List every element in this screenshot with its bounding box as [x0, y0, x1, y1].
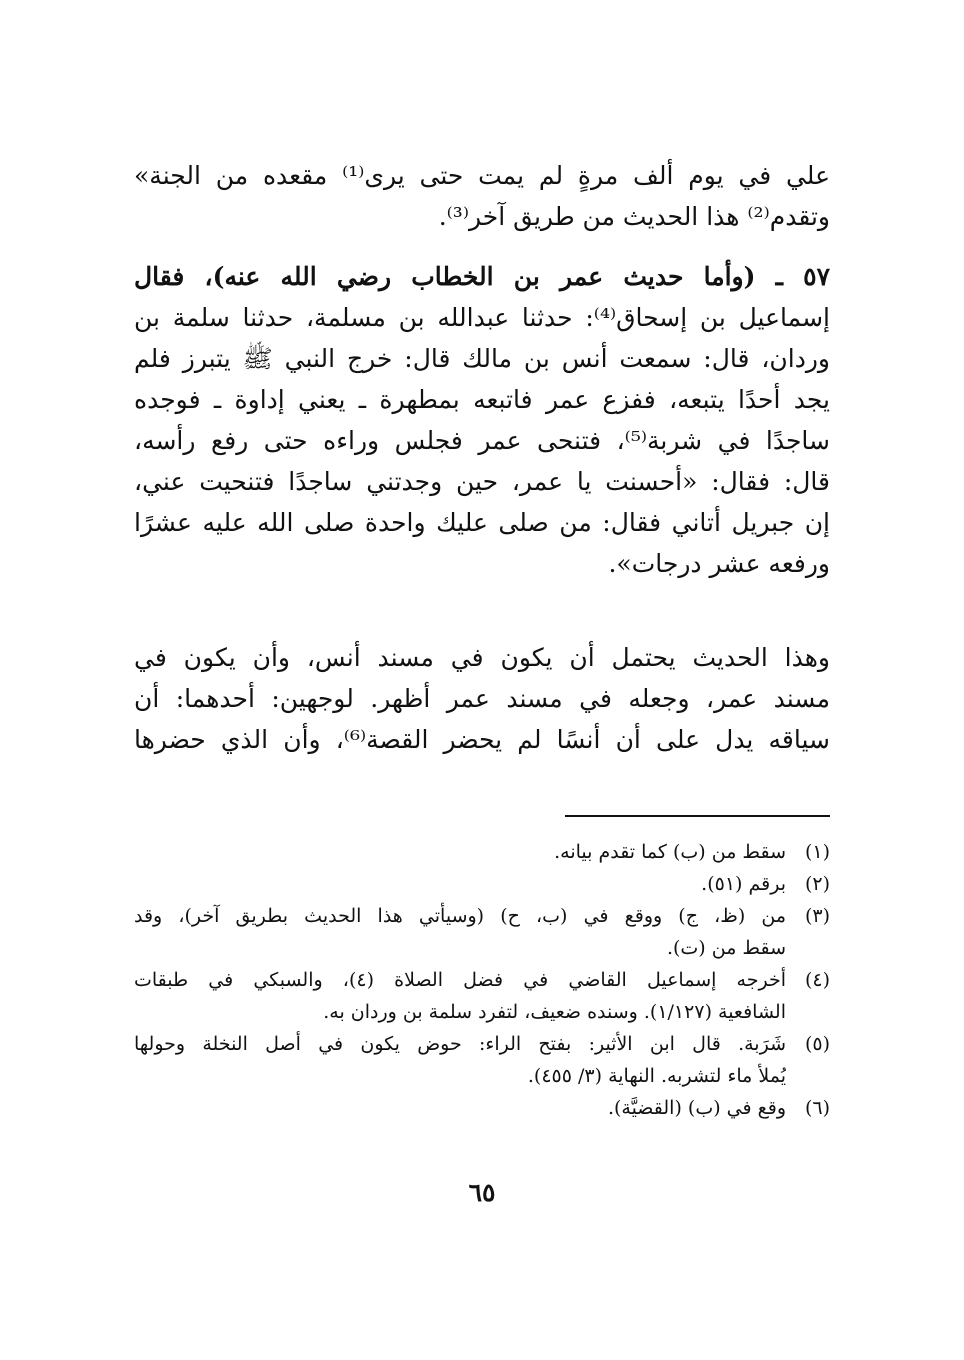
footnote-2 — [134, 868, 830, 900]
page-number: ٦٥ — [468, 1178, 496, 1207]
footnotes — [134, 836, 830, 1124]
text-line: ورفعه عشر درجات». — [608, 549, 830, 578]
text-line: يجد أحدًا يتبعه، ففزع عمر فاتبعه بمطهرة ـ يعني إداوة ـ فوجده — [134, 385, 830, 414]
footnote-5 — [134, 1028, 830, 1092]
footnote-6 — [134, 1092, 830, 1124]
text-line: إن جبريل أتاني فقال: من صلى عليك واحدة صلى الله عليه عشرًا — [134, 508, 830, 537]
text-line: ساجدًا في شربة⁽⁵⁾، فتنحى عمر فجلس وراءه حتى رفع رأسه، — [134, 426, 830, 455]
paragraph-3 — [134, 637, 830, 760]
footnote-text: وقع في (ب) (القضيَّة). — [607, 1097, 786, 1119]
footnote-number: (٦) — [804, 1097, 830, 1119]
text-line: مسند عمر، وجعله في مسند عمر أظهر. لوجهين: أحدهما: أن — [134, 684, 830, 713]
footnote-number: (٢) — [804, 873, 830, 895]
paragraph-2 — [134, 256, 830, 584]
paragraph-1 — [134, 155, 830, 237]
text-line: قال: فقال: «أحسنت يا عمر، حين وجدتني ساجدًا فتنحيت عني، — [134, 467, 830, 496]
footnote-text: من (ظ، ج) ووقع في (ب، ح) (وسيأتي هذا الحديث بطريق آخر)، وقد — [134, 905, 786, 927]
footnote-number: (٤) — [804, 969, 830, 991]
footnote-text: أخرجه إسماعيل القاضي في فضل الصلاة (٤)، والسبكي في طبقات — [134, 969, 786, 991]
text-line: سياقه يدل على أن أنسًا لم يحضر القصة⁽⁶⁾، وأن الذي حضرها — [134, 725, 830, 754]
footnote-number: (٣) — [804, 905, 830, 927]
footnote-number: (٥) — [804, 1033, 830, 1055]
text-line: وهذا الحديث يحتمل أن يكون في مسند أنس، وأن يكون في — [134, 643, 830, 672]
text-line: وردان، قال: سمعت أنس بن مالك قال: خرج النبي ﷺ يتبرز فلم — [134, 344, 830, 373]
footnote-number: (١) — [804, 841, 830, 863]
footnote-1 — [134, 836, 830, 868]
footnote-text: شَرَبة. قال ابن الأثير: بفتح الراء: حوض يكون في أصل النخلة وحولها — [134, 1033, 786, 1055]
footnote-text: سقط من (ب) كما تقدم بيانه. — [554, 841, 786, 863]
section-heading-line: ٥٧ ـ (وأما حديث عمر بن الخطاب رضي الله عنه)، فقال — [134, 262, 830, 291]
footnote-text: يُملأ ماء لتشربه. النهاية (٣/ ٤٥٥). — [527, 1065, 786, 1087]
footnote-text: سقط من (ت). — [666, 937, 786, 959]
text-line: إسماعيل بن إسحاق⁽⁴⁾: حدثنا عبدالله بن مسلمة، حدثنا سلمة بن — [134, 303, 830, 332]
text-line: علي في يوم ألف مرةٍ لم يمت حتى يرى⁽¹⁾ مقعده من الجنة» — [134, 161, 830, 190]
footnote-4 — [134, 964, 830, 1028]
footnote-3 — [134, 900, 830, 964]
footnote-text: الشافعية (١/١٢٧). وسنده ضعيف، لتفرد سلمة بن وردان به. — [323, 1001, 786, 1023]
text-line: وتقدم⁽²⁾ هذا الحديث من طريق آخر⁽³⁾. — [438, 202, 830, 231]
footnote-text: برقم (٥١). — [701, 873, 786, 895]
footnote-divider — [565, 815, 830, 817]
